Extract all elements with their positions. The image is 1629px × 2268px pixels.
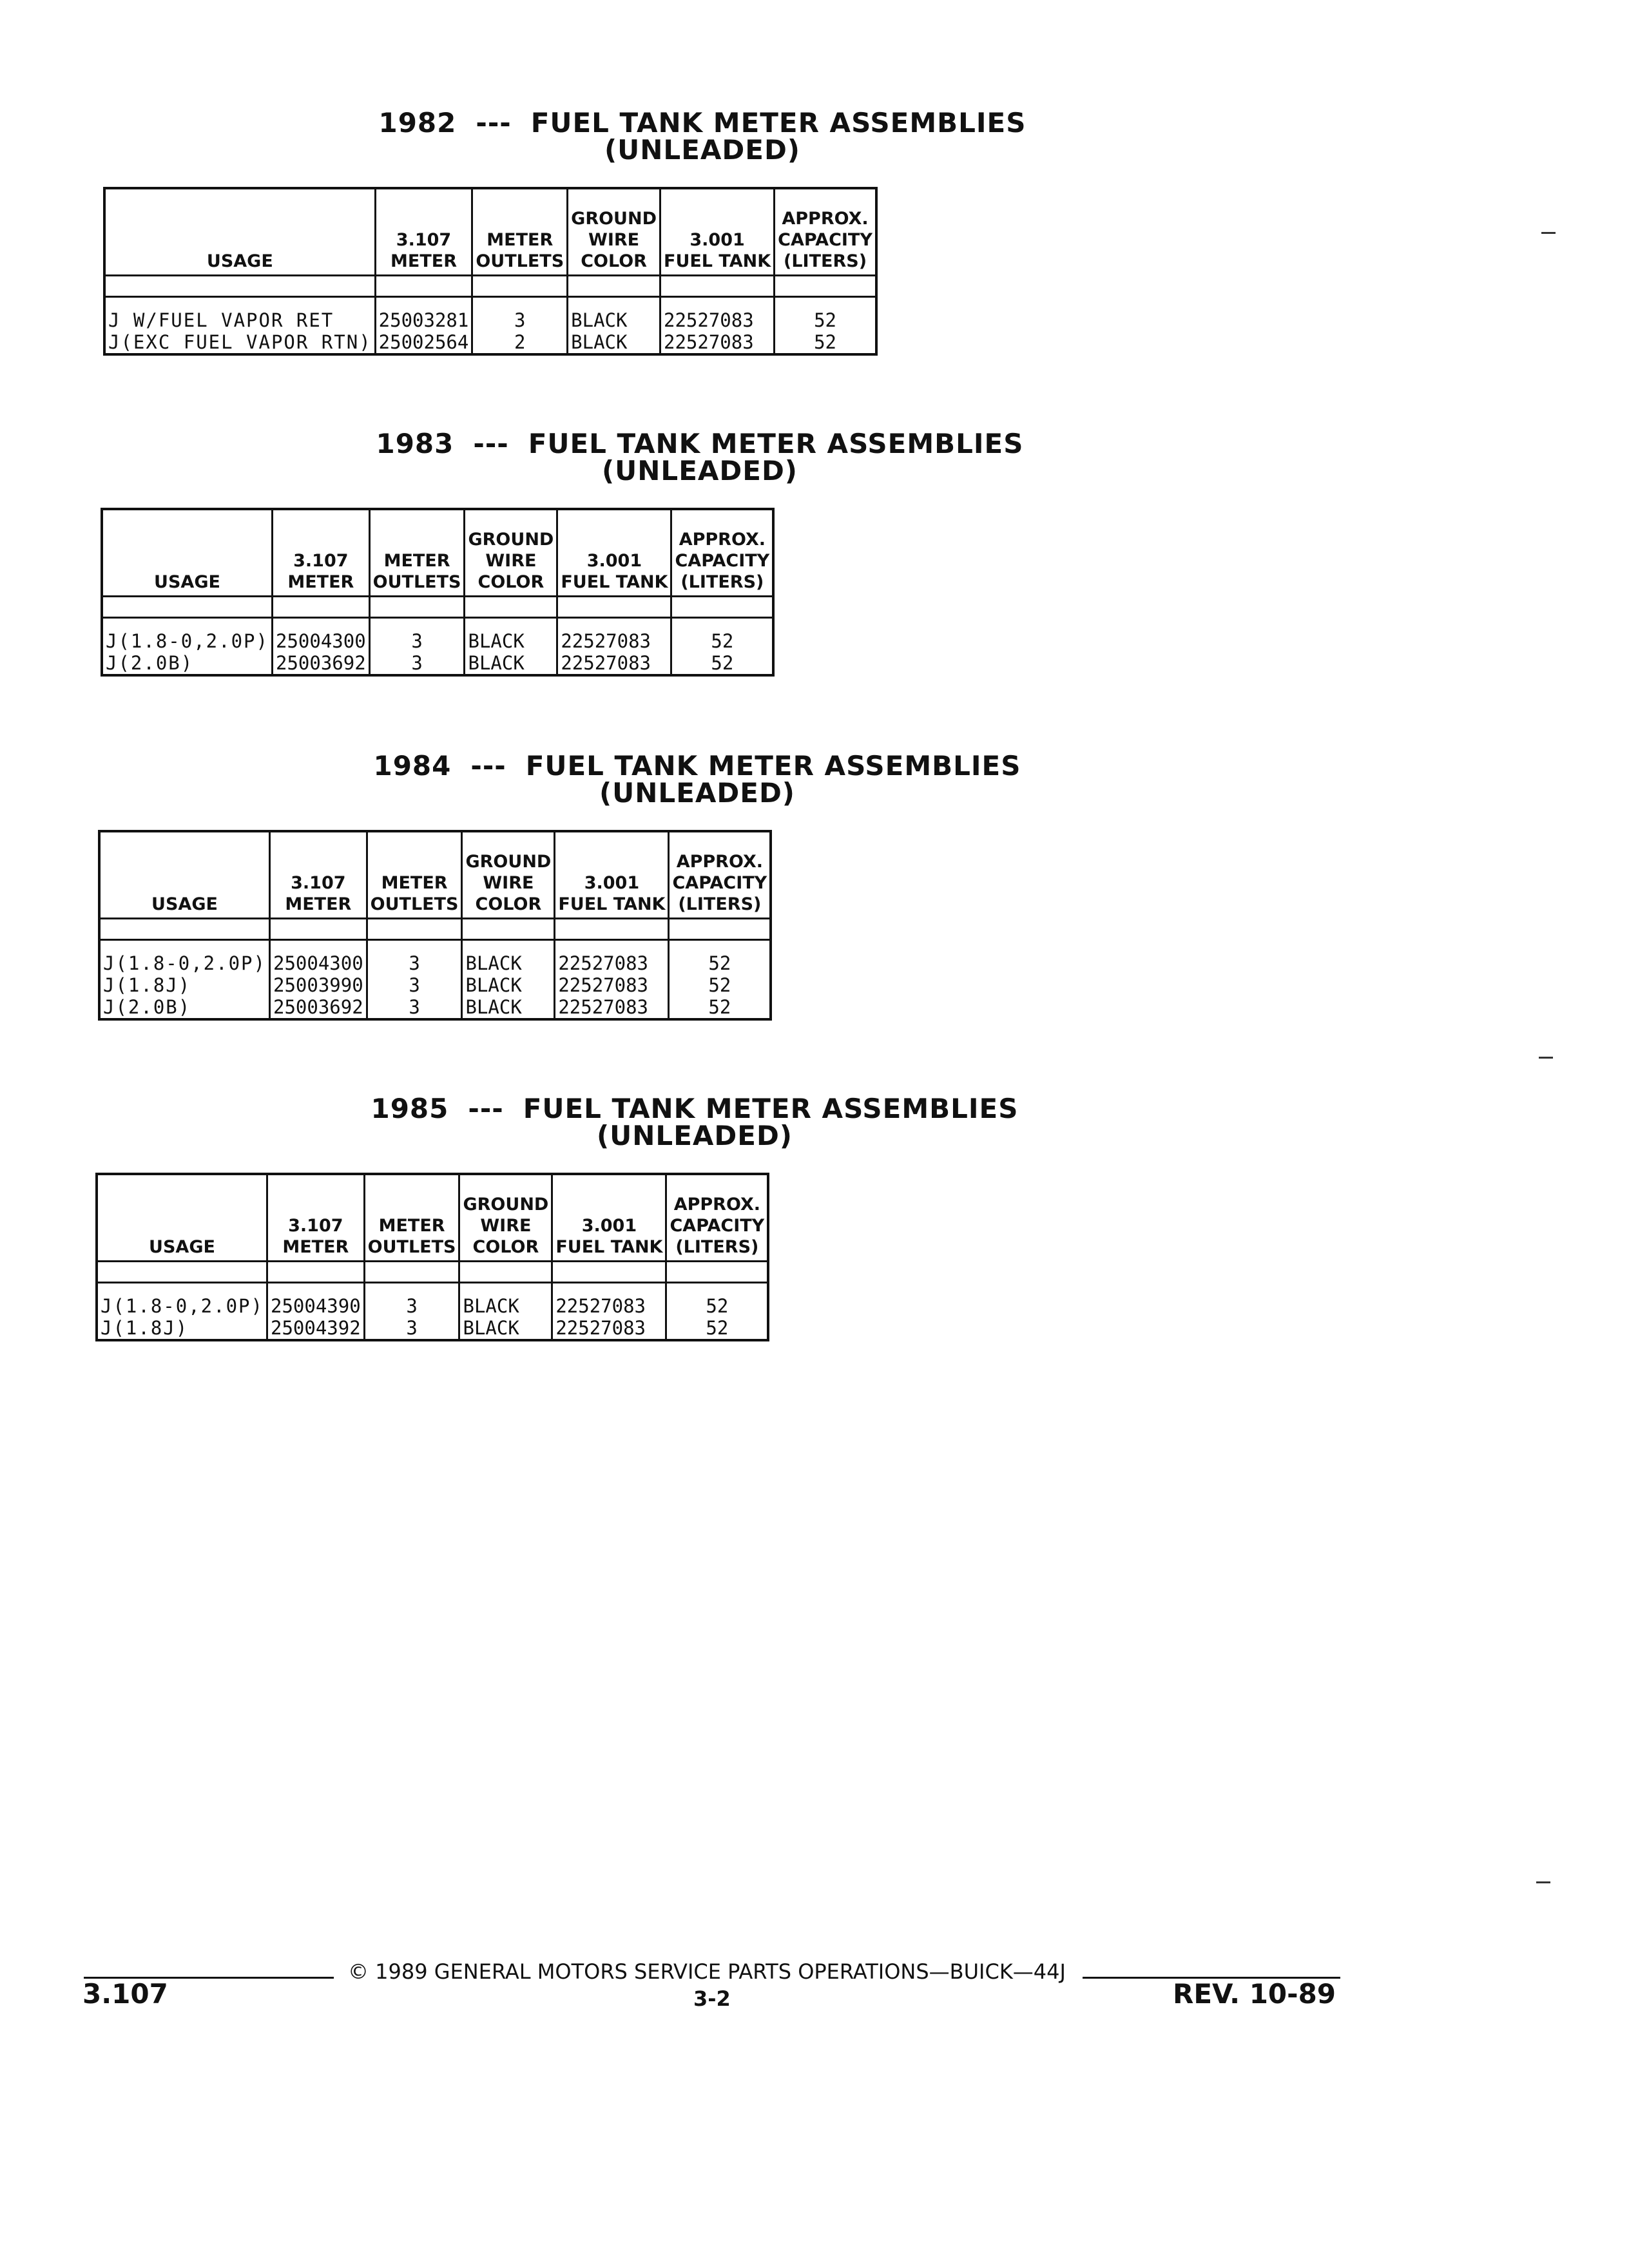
header-line: GROUND (571, 209, 657, 229)
margin-mark (1541, 232, 1556, 234)
header-line: OUTLETS (372, 572, 461, 592)
cell-meter: 25003281 (375, 297, 472, 332)
header-line: METER (287, 572, 354, 592)
header-line: METER (390, 251, 457, 271)
header-line: FUEL TANK (558, 894, 666, 914)
parts-table (101, 508, 775, 677)
cell-wire: BLACK (459, 1283, 552, 1318)
header-line: WIRE (480, 1216, 532, 1236)
cell-wire: BLACK (462, 974, 555, 996)
header-line: GROUND (468, 530, 554, 550)
cell-tank: 22527083 (660, 297, 775, 332)
parts-table (95, 1173, 769, 1341)
cell-outlets: 3 (367, 974, 462, 996)
header-line: OUTLETS (367, 1237, 456, 1257)
cell-meter: 25003692 (269, 996, 367, 1019)
column-header-usage (97, 1174, 267, 1262)
cell-usage: J W/FUEL VAPOR RET (104, 297, 375, 332)
section-title: 1982 --- FUEL TANK METER ASSEMBLIES (378, 107, 1027, 139)
table-row (102, 618, 773, 653)
section-year: 1984 (373, 750, 452, 782)
header-line: (LITERS) (680, 572, 764, 592)
header-line: WIRE (485, 551, 537, 571)
header-gap-cell (99, 919, 269, 940)
cell-tank: 22527083 (555, 996, 669, 1019)
footer-revision: REV. 10-89 (1173, 1978, 1336, 2010)
section-title: 1985 --- FUEL TANK METER ASSEMBLIES (371, 1093, 1019, 1124)
column-header-tank (660, 188, 775, 276)
cell-wire: BLACK (459, 1317, 552, 1340)
column-header-outlets (472, 188, 568, 276)
header-line: 3.107 (288, 1216, 343, 1236)
header-gap-cell (568, 276, 660, 297)
column-header-meter (269, 831, 367, 919)
cell-wire: BLACK (462, 940, 555, 975)
cell-meter: 25004300 (269, 940, 367, 975)
cell-usage: J(EXC FUEL VAPOR RTN) (104, 331, 375, 354)
footer-section-number: 3.107 (82, 1978, 168, 2010)
cell-meter: 25004300 (272, 618, 369, 653)
section-year: 1983 (376, 428, 454, 459)
cell-usage: J(2.0B) (99, 996, 269, 1019)
header-line: (LITERS) (784, 251, 867, 271)
section-subtitle: (UNLEADED) (604, 134, 801, 166)
header-gap-cell (660, 276, 775, 297)
header-gap-cell (267, 1262, 364, 1283)
header-line: FUEL TANK (555, 1237, 663, 1257)
section-heading: FUEL TANK METER ASSEMBLIES (528, 428, 1024, 459)
header-gap-cell (272, 597, 369, 618)
cell-capacity: 52 (775, 297, 876, 332)
column-header-outlets (369, 509, 465, 597)
header-line: COLOR (477, 572, 545, 592)
header-line: APPROX. (673, 1195, 761, 1215)
header-line: FUEL TANK (561, 572, 668, 592)
header-line: (LITERS) (675, 1237, 759, 1257)
header-line: GROUND (465, 852, 552, 872)
header-line: 3.107 (291, 873, 346, 893)
header-line: METER (282, 1237, 349, 1257)
header-gap-cell (775, 276, 876, 297)
cell-tank: 22527083 (557, 652, 671, 675)
cell-usage: J(1.8J) (97, 1317, 267, 1340)
section-heading: FUEL TANK METER ASSEMBLIES (525, 750, 1021, 782)
header-line: 3.001 (584, 873, 640, 893)
section-year: 1985 (371, 1093, 449, 1124)
cell-meter: 25004392 (267, 1317, 364, 1340)
cell-wire: BLACK (568, 297, 660, 332)
header-line: COLOR (475, 894, 542, 914)
column-header-capacity (666, 1174, 768, 1262)
column-header-capacity (669, 831, 771, 919)
header-line: 3.001 (689, 230, 745, 250)
header-line: COLOR (472, 1237, 539, 1257)
column-header-tank (555, 831, 669, 919)
section-title: 1984 --- FUEL TANK METER ASSEMBLIES (373, 750, 1021, 782)
header-line: OUTLETS (476, 251, 564, 271)
column-header-tank (557, 509, 671, 597)
cell-tank: 22527083 (555, 974, 669, 996)
margin-mark (1536, 1881, 1550, 1883)
column-header-meter (267, 1174, 364, 1262)
parts-table (103, 187, 878, 356)
cell-capacity: 52 (671, 618, 773, 653)
header-gap-cell (269, 919, 367, 940)
cell-usage: J(2.0B) (102, 652, 272, 675)
margin-mark (1539, 1057, 1553, 1059)
header-line: GROUND (463, 1195, 549, 1215)
column-header-capacity (775, 188, 876, 276)
cell-tank: 22527083 (557, 618, 671, 653)
header-gap-cell (669, 919, 771, 940)
cell-outlets: 3 (364, 1317, 459, 1340)
header-gap-cell (666, 1262, 768, 1283)
column-header-tank (552, 1174, 666, 1262)
table-row (104, 331, 876, 354)
header-line: METER (378, 1216, 445, 1236)
section-year: 1982 (378, 107, 457, 139)
column-header-wire (465, 509, 557, 597)
header-gap-cell (555, 919, 669, 940)
section-subtitle: (UNLEADED) (601, 455, 798, 486)
cell-outlets: 3 (369, 618, 465, 653)
cell-tank: 22527083 (552, 1317, 666, 1340)
cell-capacity: 52 (669, 974, 771, 996)
header-line: OUTLETS (370, 894, 459, 914)
cell-usage: J(1.8-0,2.0P) (99, 940, 269, 975)
header-line: USAGE (154, 572, 220, 592)
header-line: USAGE (149, 1237, 215, 1257)
cell-usage: J(1.8-0,2.0P) (97, 1283, 267, 1318)
cell-capacity: 52 (775, 331, 876, 354)
header-line: METER (487, 230, 554, 250)
cell-outlets: 2 (472, 331, 568, 354)
table-row (97, 1317, 768, 1340)
header-line: CAPACITY (778, 230, 872, 250)
footer-copyright: © 1989 GENERAL MOTORS SERVICE PARTS OPERATIONS—BUICK—44J (348, 1959, 1066, 1984)
header-line: WIRE (483, 873, 534, 893)
cell-usage: J(1.8J) (99, 974, 269, 996)
column-header-outlets (364, 1174, 459, 1262)
cell-outlets: 3 (369, 652, 465, 675)
footer-page-number: 3-2 (693, 1986, 731, 2011)
column-header-usage (104, 188, 375, 276)
section-subtitle: (UNLEADED) (599, 777, 796, 809)
table-row (102, 652, 773, 675)
header-line: APPROX. (782, 209, 869, 229)
table-row (99, 974, 771, 996)
cell-capacity: 52 (671, 652, 773, 675)
header-line: 3.107 (293, 551, 349, 571)
header-line: 3.001 (586, 551, 642, 571)
header-gap-cell (375, 276, 472, 297)
header-line: FUEL TANK (664, 251, 771, 271)
cell-tank: 22527083 (555, 940, 669, 975)
cell-usage: J(1.8-0,2.0P) (102, 618, 272, 653)
header-line: USAGE (151, 894, 218, 914)
header-line: COLOR (581, 251, 647, 271)
cell-tank: 22527083 (552, 1283, 666, 1318)
header-gap-cell (671, 597, 773, 618)
header-line: CAPACITY (675, 551, 770, 571)
table-row (99, 940, 771, 975)
header-line: METER (285, 894, 352, 914)
cell-capacity: 52 (669, 996, 771, 1019)
header-line: CAPACITY (670, 1216, 765, 1236)
cell-wire: BLACK (465, 652, 557, 675)
cell-meter: 25003990 (269, 974, 367, 996)
cell-capacity: 52 (666, 1317, 768, 1340)
header-line: METER (381, 873, 448, 893)
cell-meter: 25002564 (375, 331, 472, 354)
header-gap-cell (102, 597, 272, 618)
header-gap-cell (462, 919, 555, 940)
header-gap-cell (552, 1262, 666, 1283)
header-gap-cell (459, 1262, 552, 1283)
header-line: METER (383, 551, 450, 571)
column-header-meter (375, 188, 472, 276)
header-line: 3.001 (581, 1216, 637, 1236)
column-header-wire (459, 1174, 552, 1262)
cell-capacity: 52 (669, 940, 771, 975)
header-gap-cell (367, 919, 462, 940)
column-header-meter (272, 509, 369, 597)
header-gap-cell (472, 276, 568, 297)
column-header-capacity (671, 509, 773, 597)
section-subtitle: (UNLEADED) (596, 1120, 793, 1151)
section-heading: FUEL TANK METER ASSEMBLIES (523, 1093, 1019, 1124)
column-header-outlets (367, 831, 462, 919)
cell-outlets: 3 (472, 297, 568, 332)
cell-outlets: 3 (367, 940, 462, 975)
header-gap-cell (97, 1262, 267, 1283)
cell-tank: 22527083 (660, 331, 775, 354)
cell-wire: BLACK (568, 331, 660, 354)
header-gap-cell (364, 1262, 459, 1283)
header-gap-cell (557, 597, 671, 618)
section-heading: FUEL TANK METER ASSEMBLIES (530, 107, 1027, 139)
column-header-usage (99, 831, 269, 919)
parts-table (98, 830, 772, 1021)
column-header-wire (568, 188, 660, 276)
cell-wire: BLACK (462, 996, 555, 1019)
cell-outlets: 3 (364, 1283, 459, 1318)
cell-wire: BLACK (465, 618, 557, 653)
cell-capacity: 52 (666, 1283, 768, 1318)
table-row (99, 996, 771, 1019)
section-title: 1983 --- FUEL TANK METER ASSEMBLIES (376, 428, 1024, 459)
header-gap-cell (465, 597, 557, 618)
column-header-wire (462, 831, 555, 919)
column-header-usage (102, 509, 272, 597)
table-row (104, 297, 876, 332)
table-row (97, 1283, 768, 1318)
header-line: APPROX. (676, 852, 764, 872)
header-line: WIRE (588, 230, 640, 250)
header-line: CAPACITY (672, 873, 767, 893)
cell-meter: 25004390 (267, 1283, 364, 1318)
header-line: USAGE (206, 251, 273, 271)
header-gap-cell (104, 276, 375, 297)
header-line: (LITERS) (678, 894, 762, 914)
cell-outlets: 3 (367, 996, 462, 1019)
header-gap-cell (369, 597, 465, 618)
header-line: 3.107 (396, 230, 452, 250)
cell-meter: 25003692 (272, 652, 369, 675)
header-line: APPROX. (679, 530, 766, 550)
